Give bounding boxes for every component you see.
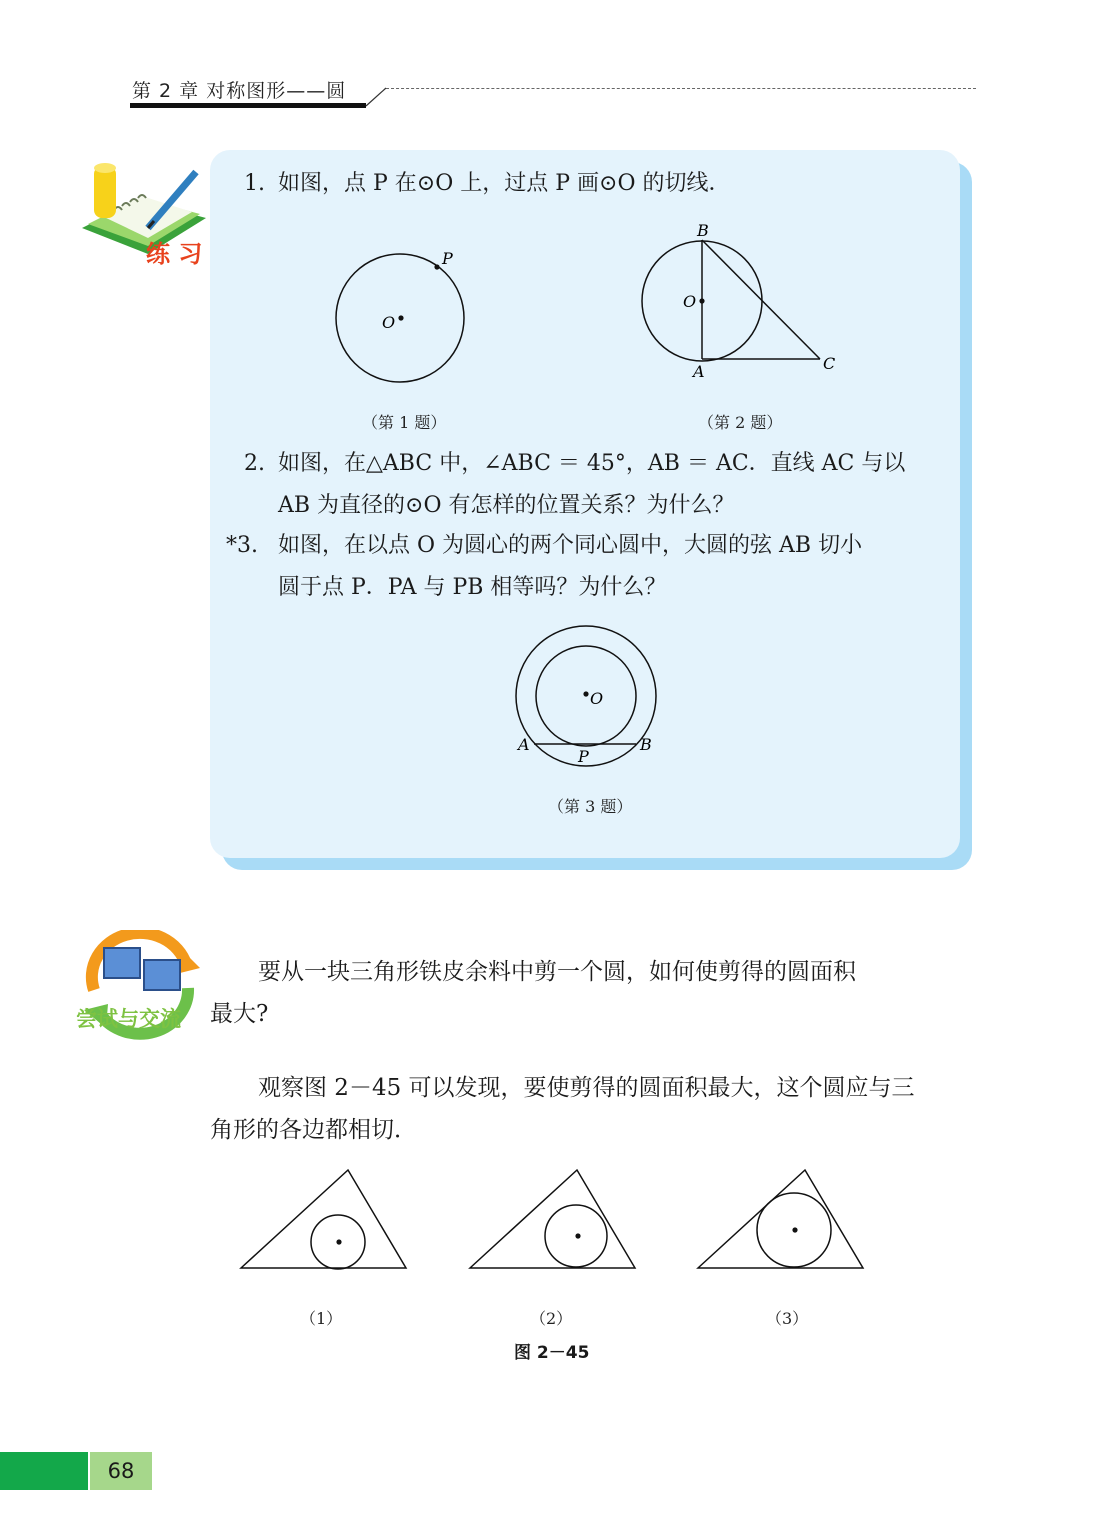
try-discuss-para-1-line-1: 要从一块三角形铁皮余料中剪一个圆，如何使剪得的圆面积 [258, 959, 856, 985]
triangle-3 [698, 1170, 863, 1268]
subfigure-2-label: （2） [530, 1309, 573, 1328]
label-c: C [823, 354, 836, 373]
figure-2 [630, 218, 850, 388]
question-3-line-2: 圆于点 P．PA 与 PB 相等吗？为什么？ [278, 575, 667, 600]
figure-1-caption: （第 1 题） [362, 413, 447, 432]
question-2-number: 2. [244, 451, 265, 476]
question-1-text: 如图，点 P 在⊙O 上，过点 P 画⊙O 的切线． [278, 171, 731, 196]
label-o: O [683, 292, 697, 311]
label-p: P [442, 249, 453, 268]
point-p [434, 264, 439, 269]
try-discuss-para-1-line-2: 最大? [210, 1001, 269, 1027]
center-point [583, 691, 588, 696]
subfigure-1-label: （1） [300, 1309, 343, 1328]
question-2-line-2: AB 为直径的⊙O 有怎样的位置关系？为什么？ [278, 493, 735, 518]
label-a: A [693, 362, 705, 381]
chapter-title: 第 2 章 对称图形——圆 [132, 80, 347, 102]
figure-2-caption: （第 2 题） [698, 413, 783, 432]
label-o: O [590, 689, 604, 708]
center-point [699, 298, 704, 303]
side-bc [702, 240, 820, 359]
label-p: P [578, 747, 589, 766]
chapter-dashed-rule [386, 88, 976, 89]
page-number: 68 [107, 1459, 135, 1483]
center-point [398, 315, 403, 320]
try-discuss-para-2-line-2: 角形的各边都相切． [210, 1117, 417, 1143]
figure-2-45 [230, 1160, 880, 1280]
notebook-pencil-icon [78, 158, 208, 270]
try-discuss-label: 尝试与交流 [76, 1007, 181, 1031]
label-b: B [640, 735, 652, 754]
triangle-1 [241, 1170, 406, 1269]
question-1-number: 1. [244, 171, 265, 196]
figure-3 [500, 616, 680, 776]
figure-caption: 图 2－45 [514, 1343, 590, 1363]
question-2-line-1: 如图，在△ABC 中，∠ABC ＝ 45°，AB ＝ AC．直线 AC 与以 [278, 451, 906, 476]
label-b: B [697, 221, 709, 240]
exercise-label: 练 习 [146, 240, 203, 268]
question-3-line-1: 如图，在以点 O 为圆心的两个同心圆中，大圆的弦 AB 切小 [278, 533, 863, 558]
subfigure-3-label: （3） [766, 1309, 809, 1328]
chapter-slash [364, 84, 388, 108]
question-3-number: *3. [226, 533, 258, 558]
figure-1 [320, 240, 490, 400]
try-discuss-icon [76, 930, 206, 1040]
chapter-rule [130, 103, 366, 108]
triangle-2 [470, 1170, 635, 1268]
label-o: O [382, 313, 396, 332]
label-a: A [518, 735, 530, 754]
try-discuss-para-2-line-1: 观察图 2－45 可以发现，要使剪得的圆面积最大，这个圆应与三 [258, 1075, 915, 1101]
figure-3-caption: （第 3 题） [548, 797, 633, 816]
page-number-bar [0, 1452, 88, 1490]
